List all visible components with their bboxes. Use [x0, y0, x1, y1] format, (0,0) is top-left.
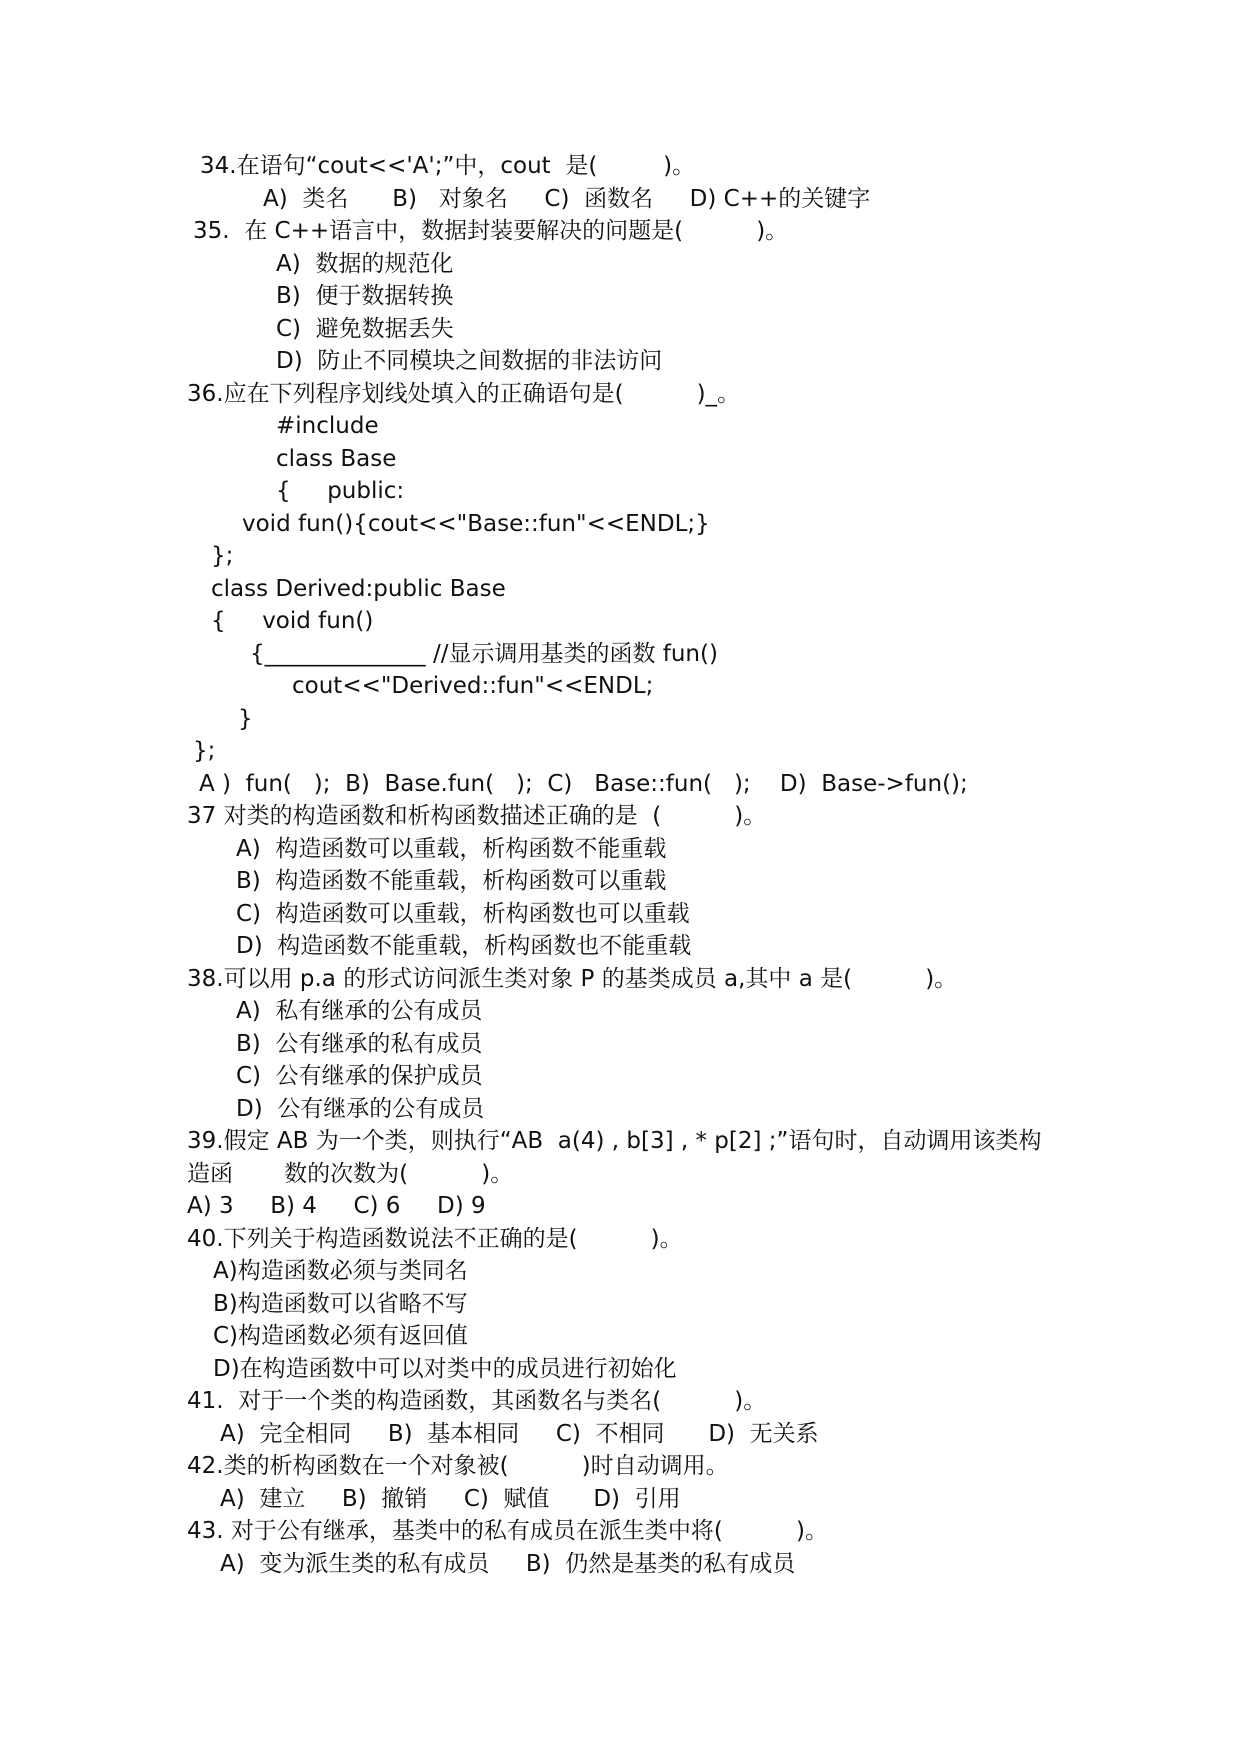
option-40-d: D)在构造函数中可以对类中的成员进行初始化: [213, 1356, 677, 1382]
code-line: { public:: [276, 478, 405, 504]
question-43: 43. 对于公有继承，基类中的私有成员在派生类中将( )。: [187, 1518, 828, 1544]
option-35-c: C) 避免数据丢失: [276, 316, 454, 342]
options-43: A) 变为派生类的私有成员 B) 仍然是基类的私有成员: [220, 1551, 796, 1577]
question-35: 35. 在 C++语言中，数据封装要解决的问题是( )。: [193, 218, 789, 244]
question-34: 34.在语句“cout<<'A';”中，cout 是( )。: [200, 153, 696, 179]
code-line: class Derived:public Base: [211, 576, 506, 602]
question-36: 36.应在下列程序划线处填入的正确语句是( )_。: [187, 381, 741, 407]
option-38-d: D) 公有继承的公有成员: [236, 1096, 485, 1122]
option-37-d: D) 构造函数不能重载，析构函数也不能重载: [236, 933, 692, 959]
code-line: { void fun(): [211, 608, 374, 634]
option-40-c: C)构造函数必须有返回值: [213, 1323, 469, 1349]
options-34: A) 类名 B) 对象名 C) 函数名 D) C++的关键字: [263, 186, 871, 212]
option-37-a: A) 构造函数可以重载，析构函数不能重载: [236, 836, 667, 862]
question-39-continued: 造函 数的次数为( )。: [187, 1161, 514, 1187]
code-line-blank: {______________ //显示调用基类的函数 fun(): [250, 641, 718, 667]
code-line: void fun(){cout<<"Base::fun"<<ENDL;}: [242, 511, 710, 537]
question-42: 42.类的析构函数在一个对象被( )时自动调用。: [187, 1453, 729, 1479]
option-35-a: A) 数据的规范化: [276, 251, 454, 277]
question-39: 39.假定 AB 为一个类，则执行“AB a(4) , b[3] , * p[2] ;”语句时，自动调用该类构: [187, 1128, 1042, 1154]
question-38: 38.可以用 p.a 的形式访问派生类对象 P 的基类成员 a,其中 a 是( )。: [187, 966, 958, 992]
option-35-d: D) 防止不同模块之间数据的非法访问: [276, 348, 663, 374]
options-41: A) 完全相同 B) 基本相同 C) 不相同 D) 无关系: [220, 1421, 819, 1447]
code-line: };: [211, 543, 234, 569]
option-38-c: C) 公有继承的保护成员: [236, 1063, 483, 1089]
option-38-a: A) 私有继承的公有成员: [236, 998, 483, 1024]
question-37: 37 对类的构造函数和析构函数描述正确的是 ( )。: [187, 803, 767, 829]
code-line: #include: [276, 413, 379, 439]
code-line: cout<<"Derived::fun"<<ENDL;: [292, 673, 654, 699]
code-line: class Base: [276, 446, 397, 472]
option-35-b: B) 便于数据转换: [276, 283, 454, 309]
option-40-b: B)构造函数可以省略不写: [213, 1291, 468, 1317]
code-line: };: [193, 738, 216, 764]
option-37-b: B) 构造函数不能重载，析构函数可以重载: [236, 868, 667, 894]
question-41: 41. 对于一个类的构造函数，其函数名与类名( )。: [187, 1388, 767, 1414]
code-line: }: [238, 706, 253, 732]
option-38-b: B) 公有继承的私有成员: [236, 1031, 483, 1057]
option-37-c: C) 构造函数可以重载，析构函数也可以重载: [236, 901, 690, 927]
options-42: A) 建立 B) 撤销 C) 赋值 D) 引用: [220, 1486, 681, 1512]
options-39: A) 3 B) 4 C) 6 D) 9: [187, 1193, 486, 1219]
option-40-a: A)构造函数必须与类同名: [213, 1258, 468, 1284]
question-40: 40.下列关于构造函数说法不正确的是( )。: [187, 1226, 683, 1252]
options-36: A ) fun( ); B) Base.fun( ); C) Base::fun( ); D) Base->fun();: [199, 771, 968, 797]
